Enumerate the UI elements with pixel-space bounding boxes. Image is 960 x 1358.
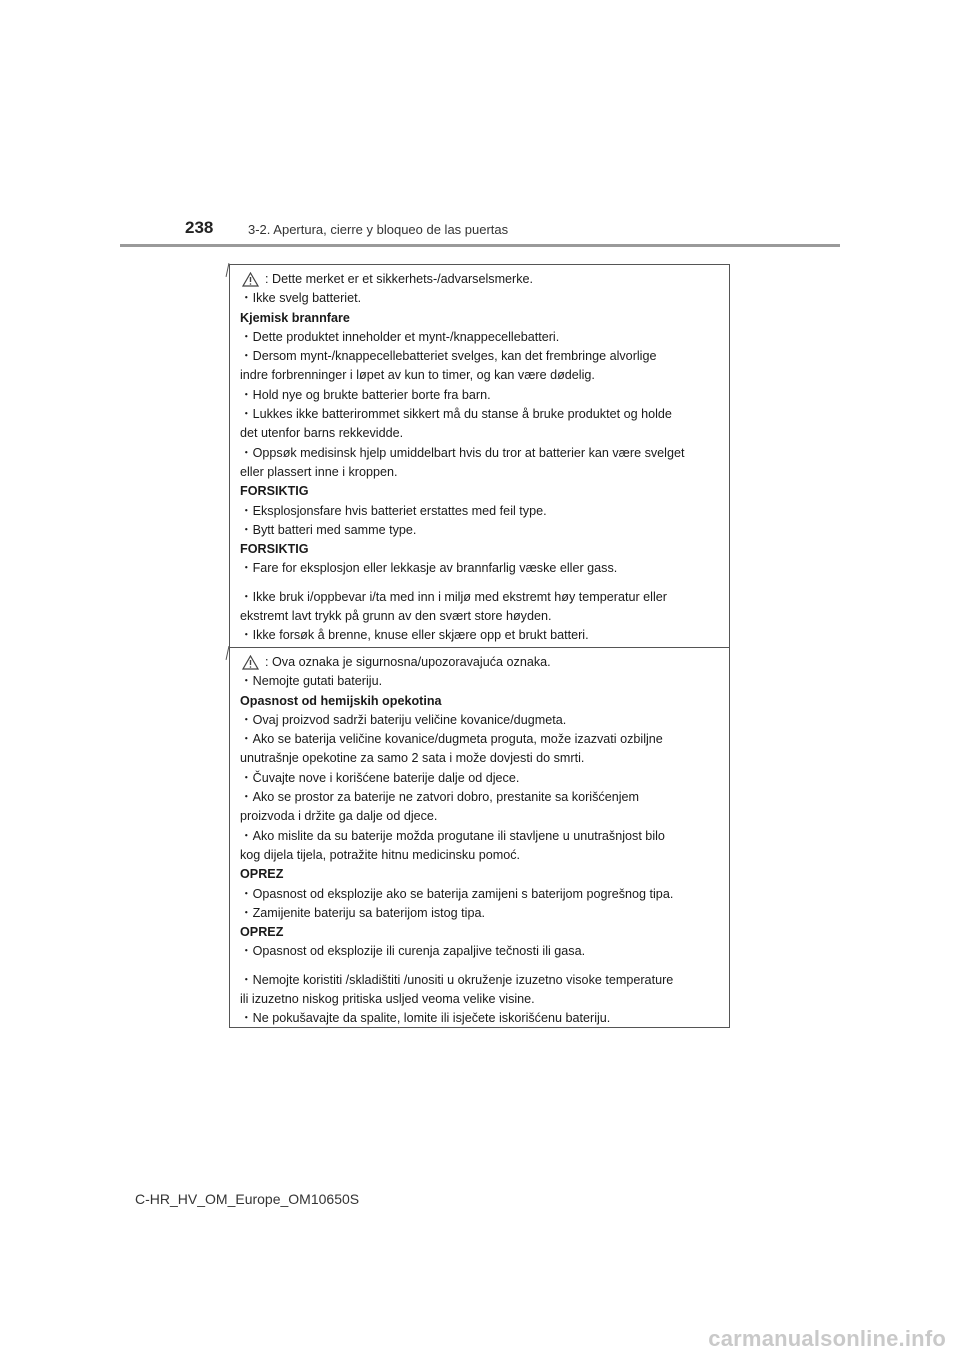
warning-line: kog dijela tijela, potražite hitnu medicinsku pomoć.	[240, 847, 521, 862]
warning-line: ・Čuvajte nove i korišćene baterije dalje od djece.	[240, 770, 520, 785]
warning-line: ・Oppsøk medisinsk hjelp umiddelbart hvis du tror at batterier kan være svelget	[240, 445, 685, 460]
warning-box-croatian	[229, 647, 730, 1028]
warning-line: ・Ako se baterija veličine kovanice/dugmeta proguta, može izazvati ozbiljne	[240, 732, 663, 747]
warning-line: ・Ovaj proizvod sadrži bateriju veličine kovanice/dugmeta.	[240, 712, 567, 727]
document-code: C-HR_HV_OM_Europe_OM10650S	[135, 1191, 360, 1207]
warning-line: ekstremt lavt trykk på grunn av den svært store høyden.	[240, 609, 552, 624]
warning-line: unutrašnje opekotine za samo 2 sata i može dovjesti do smrti.	[240, 751, 585, 766]
warning-line: ili izuzetno niskog pritiska usljed veoma velike visine.	[240, 992, 535, 1007]
header-rule	[120, 244, 840, 247]
warning-box-norwegian	[229, 264, 730, 648]
warning-triangle-icon	[242, 272, 259, 287]
warning-line: ・Ikke bruk i/oppbevar i/ta med inn i miljø med ekstremt høy temperatur eller	[240, 589, 667, 604]
warning-line: ・Hold nye og brukte batterier borte fra barn.	[240, 387, 491, 402]
section-title: 3-2. Apertura, cierre y bloqueo de las puertas	[248, 222, 509, 237]
warning-line: ・Bytt batteri med samme type.	[240, 522, 417, 537]
warning-line: ・Nemojte koristiti /skladištiti /unositi u okruženje izuzetno visoke temperature	[240, 972, 674, 987]
warning-line	[240, 270, 721, 289]
warning-line: ・Dette produktet inneholder et mynt-/knappecellebatteri.	[240, 329, 560, 344]
warning-line: ・Lukkes ikke batterirommet sikkert må du stanse å bruke produktet og holde	[240, 407, 672, 422]
warning-heading: OPREZ	[240, 867, 284, 882]
warning-line: ・Eksplosjonsfare hvis batteriet erstattes med feil type.	[240, 503, 547, 518]
warning-line: ・Ikke forsøk å brenne, knuse eller skjære opp et brukt batteri.	[240, 628, 589, 643]
warning-line: ・Ne pokušavajte da spalite, lomite ili isječete iskorišćenu bateriju.	[240, 1011, 611, 1026]
warning-heading: OPREZ	[240, 925, 284, 940]
warning-line-text: : Dette merket er et sikkerhets-/advarselsmerke.	[265, 272, 534, 286]
watermark: carmanualsonline.info	[708, 1326, 946, 1351]
warning-line: eller plassert inne i kroppen.	[240, 464, 398, 479]
warning-line: ・Dersom mynt-/knappecellebatteriet svelges, kan det frembringe alvorlige	[240, 349, 657, 364]
warning-line: indre forbrenninger i løpet av kun to timer, og kan være dødelig.	[240, 368, 595, 383]
page-number: 238	[185, 218, 214, 237]
warning-line: ・Zamijenite bateriju sa baterijom istog tipa.	[240, 905, 485, 920]
warning-line	[240, 653, 721, 672]
warning-line: ・Nemojte gutati bateriju.	[240, 674, 383, 689]
warning-line-text: : Ova oznaka je sigurnosna/upozoravajuća oznaka.	[265, 655, 551, 669]
warning-line: ・Opasnost od eksplozije ako se baterija zamijeni s baterijom pogrešnog tipa.	[240, 886, 674, 901]
warning-heading: FORSIKTIG	[240, 542, 309, 557]
warning-line: ・Fare for eksplosjon eller lekkasje av brannfarlig væske eller gass.	[240, 561, 618, 576]
warning-line: ・Ikke svelg batteriet.	[240, 291, 362, 306]
warning-heading: Opasnost od hemijskih opekotina	[240, 693, 442, 708]
warning-line: ・Ako se prostor za baterije ne zatvori dobro, prestanite sa korišćenjem	[240, 790, 639, 805]
warning-heading: Kjemisk brannfare	[240, 310, 350, 325]
warning-line: ・Ako mislite da su baterije možda progutane ili stavljene u unutrašnjost bilo	[240, 828, 665, 843]
warning-line: proizvoda i držite ga dalje od djece.	[240, 809, 438, 824]
warning-line: ・Opasnost od eksplozije ili curenja zapaljive tečnosti ili gasa.	[240, 944, 586, 959]
warning-triangle-icon	[242, 655, 259, 670]
warning-heading: FORSIKTIG	[240, 484, 309, 499]
warning-line: det utenfor barns rekkevidde.	[240, 426, 404, 441]
